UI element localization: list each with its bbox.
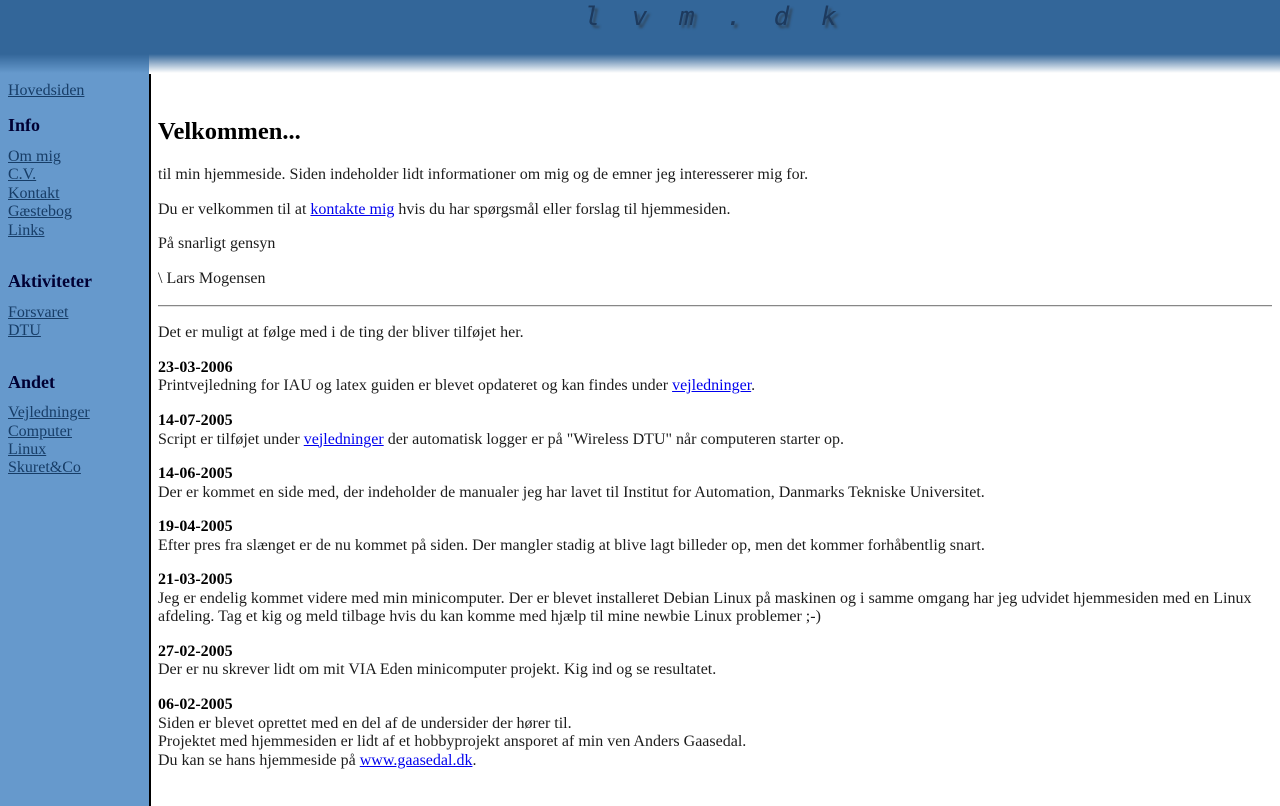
sidebar-item-forsvaret[interactable]: Forsvaret [8, 303, 69, 321]
contact-text-before: Du er velkommen til at [158, 200, 311, 218]
sidebar-item-gaestebog[interactable]: Gæstebog [8, 203, 72, 221]
sidebar-item-hovedsiden[interactable]: Hovedsiden [8, 82, 85, 99]
updates-intro: Det er muligt at følge med i de ting der bliver tilføjet her. [158, 324, 524, 342]
update-date: 14-07-2005 [158, 412, 233, 429]
main-content [151, 74, 1280, 806]
update-text-before: Printvejledning for IAU og latex guiden er blevet opdateret og kan findes under [158, 377, 673, 395]
update-entry-2005-03-21 [158, 571, 1272, 627]
content-divider [158, 305, 1272, 307]
sidebar-item-dtu[interactable]: DTU [8, 322, 41, 340]
greeting-text: På snarligt gensyn [158, 235, 276, 253]
page-title: Velkommen... [158, 118, 301, 145]
update-text-before: Script er tilføjet under [158, 430, 304, 448]
update-date: 21-03-2005 [158, 571, 233, 589]
gaasedal-link[interactable]: www.gaasedal.dk [359, 751, 473, 769]
update-entry-2006-03-23 [158, 359, 1272, 396]
sidebar-home-row [8, 82, 145, 100]
update-text-line3-after: . [472, 751, 477, 769]
header-sidebar-fade [0, 0, 149, 74]
update-text-line3-before: Du kan se hans hjemmeside på [158, 751, 360, 769]
update-entry-2005-06-14 [158, 465, 1272, 502]
update-entry-2005-04-19 [158, 518, 1272, 555]
update-entry-2005-07-14 [158, 412, 1272, 449]
page-body [0, 74, 1280, 806]
sidebar-item-kontakt[interactable]: Kontakt [8, 184, 60, 202]
sidebar-group-andet [8, 404, 145, 459]
update-date: 23-03-2006 [158, 358, 233, 376]
sidebar [0, 74, 149, 806]
update-date: 14-06-2005 [158, 465, 233, 483]
sidebar-item-links[interactable]: Links [8, 221, 45, 239]
intro-paragraph: til min hjemmeside. Siden indeholder lidt informationer om mig og de emner jeg interesserer mig for. [158, 166, 809, 184]
signature-text: \ Lars Mogensen [158, 269, 266, 287]
sidebar-heading-aktiviteter: Aktiviteter [8, 271, 92, 292]
vejledninger-link[interactable]: vejledninger [672, 377, 752, 395]
update-entry-2005-02-06 [158, 696, 1272, 770]
update-text: Der er kommet en side med, der indeholder de manualer jeg har lavet til Institut for Automation, Danmarks Tekniske Universitet. [158, 483, 985, 501]
sidebar-group-info [8, 148, 145, 240]
sidebar-heading-andet: Andet [8, 371, 56, 392]
update-text-line1: Siden er blevet oprettet med en del af de undersider der hører til. [158, 714, 572, 732]
update-date: 06-02-2005 [158, 696, 233, 714]
sidebar-item-skuret-co[interactable]: Skuret&Co [8, 459, 81, 477]
header-content-fade [149, 0, 1280, 74]
sidebar-skuret-row [8, 459, 145, 477]
contact-paragraph [158, 201, 1272, 220]
vejledninger-link[interactable]: vejledninger [303, 430, 384, 448]
update-text: Jeg er endelig kommet videre med min minicomputer. Der er blevet installeret Debian Linux på maskinen og i samme omgang har jeg udvidet hjemmesiden med en Linux afdeling. Tag et kig og meld tilbage hvis du kan komme med hjælp til mine newbie Linux problemer ;-) [158, 589, 1252, 626]
kontakte-mig-link[interactable]: kontakte mig [310, 200, 395, 218]
update-date: 27-02-2005 [158, 642, 233, 660]
update-text: Der er nu skrever lidt om mit VIA Eden minicomputer projekt. Kig ind og se resultatet. [158, 661, 717, 679]
sidebar-item-om-mig[interactable]: Om mig [8, 148, 61, 166]
update-text-after: der automatisk logger er på "Wireless DTU" når computeren starter op. [383, 430, 844, 448]
sidebar-group-aktiviteter [8, 304, 145, 341]
sidebar-item-vejledninger[interactable]: Vejledninger [8, 404, 90, 422]
update-text-after: . [751, 377, 756, 395]
header-banner [0, 0, 1280, 74]
update-text: Efter pres fra slænget er de nu kommet på siden. Der mangler stadig at blive lagt billeder op, men det kommer forhåbentlig snart. [158, 536, 985, 554]
site-logo: l v m . d k [584, 2, 845, 32]
contact-text-after: hvis du har spørgsmål eller forslag til hjemmesiden. [394, 200, 731, 218]
sidebar-item-computer[interactable]: Computer [8, 422, 72, 440]
update-entry-2005-02-27 [158, 643, 1272, 680]
sidebar-heading-info: Info [8, 115, 41, 136]
sidebar-item-linux[interactable]: Linux [8, 440, 47, 458]
sidebar-item-cv[interactable]: C.V. [8, 166, 37, 184]
update-text-line2: Projektet med hjemmesiden er lidt af et hobbyprojekt ansporet af min ven Anders Gaasedal. [158, 733, 747, 751]
update-date: 19-04-2005 [158, 518, 233, 536]
